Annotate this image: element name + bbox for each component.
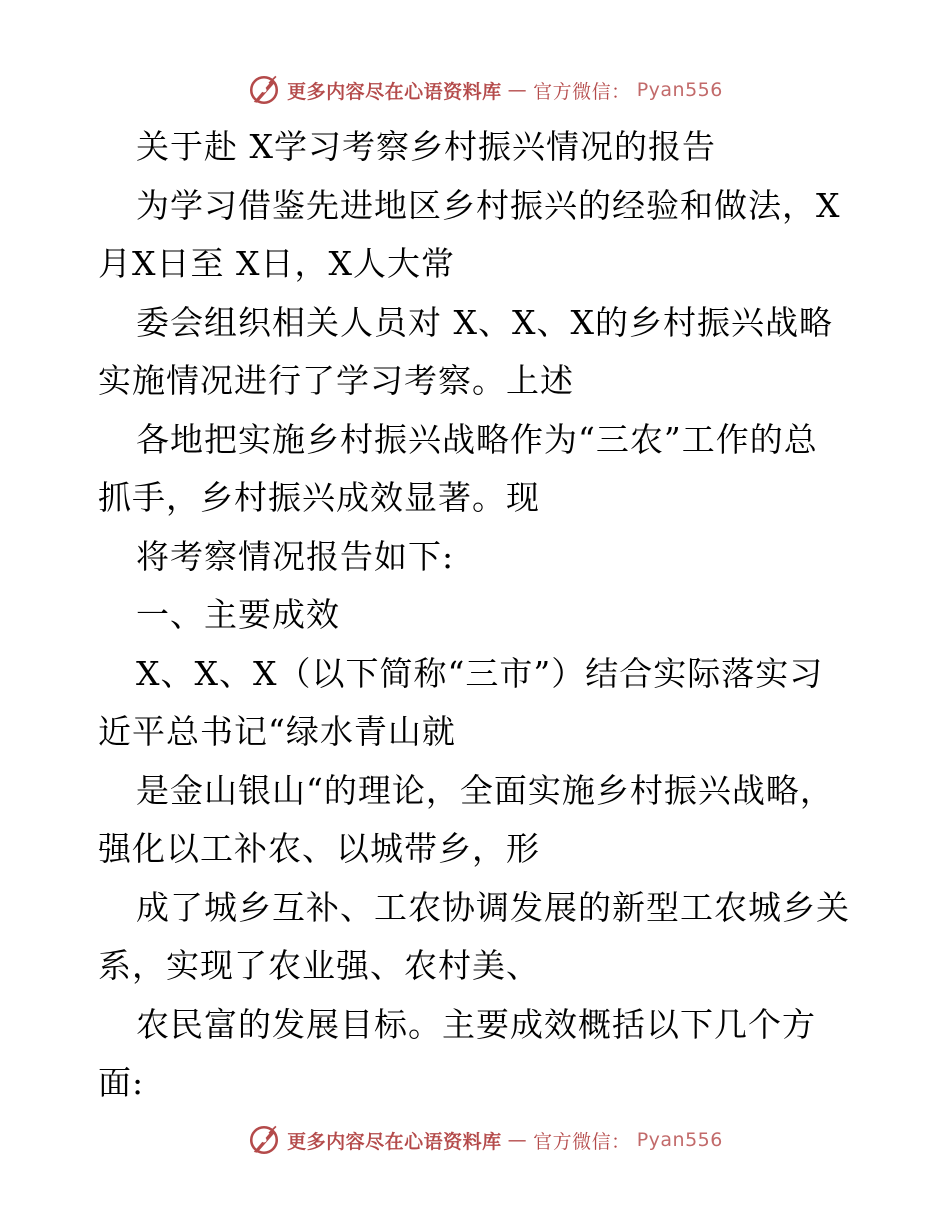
paragraph-line: 面: xyxy=(98,1063,145,1102)
paragraph-line: 系，实现了农业强、农村美、 xyxy=(98,946,540,985)
banner-separator: — xyxy=(507,79,528,101)
header-banner-content xyxy=(247,73,723,107)
banner-wechat-label: 官方微信： xyxy=(533,1130,631,1153)
banner-wechat-id: Pyan556 xyxy=(636,1129,723,1151)
paragraph-line: 农民富的发展目标。主要成效概括以下几个方 xyxy=(136,1004,816,1044)
quill-pen-logo-icon xyxy=(247,73,281,107)
paragraph-line: 委会组织相关人员对 X、X、X的乡村振兴战略 xyxy=(136,302,833,342)
banner-separator: — xyxy=(507,1129,528,1151)
footer-banner xyxy=(0,1120,950,1160)
footer-banner-content xyxy=(247,1123,723,1157)
section-heading: 一、主要成效 xyxy=(136,595,340,634)
header-banner xyxy=(0,70,950,110)
paragraph-line: X、X、X（以下简称“三市”）结合实际落实习 xyxy=(136,653,824,693)
document-title: 关于赴 X学习考察乡村振兴情况的报告 xyxy=(136,127,716,166)
banner-title: 更多内容尽在心语资料库 xyxy=(287,1130,502,1153)
paragraph-line: 强化以工补农、以城带乡，形 xyxy=(98,829,540,868)
paragraph-line: 各地把实施乡村振兴战略作为“三农”工作的总 xyxy=(136,419,818,459)
paragraph-line: 实施情况进行了学习考察。上述 xyxy=(98,361,574,400)
paragraph-line: 抓手，乡村振兴成效显著。现 xyxy=(98,478,540,517)
paragraph-line: 成了城乡互补、工农协调发展的新型工农城乡关 xyxy=(136,887,850,927)
paragraph-line: 将考察情况报告如下: xyxy=(136,536,455,576)
paragraph-line: 近平总书记“绿水青山就 xyxy=(98,712,456,751)
paragraph-line: 为学习借鉴先进地区乡村振兴的经验和做法，X xyxy=(136,185,841,225)
document-body xyxy=(98,118,868,1113)
banner-wechat-id: Pyan556 xyxy=(636,79,723,101)
banner-wechat-label: 官方微信： xyxy=(533,80,631,103)
paragraph-line: 月X日至 X日，X人大常 xyxy=(98,244,455,283)
banner-title: 更多内容尽在心语资料库 xyxy=(287,80,502,103)
paragraph-line: 是金山银山“的理论，全面实施乡村振兴战略， xyxy=(136,770,834,810)
quill-pen-logo-icon xyxy=(247,1123,281,1157)
